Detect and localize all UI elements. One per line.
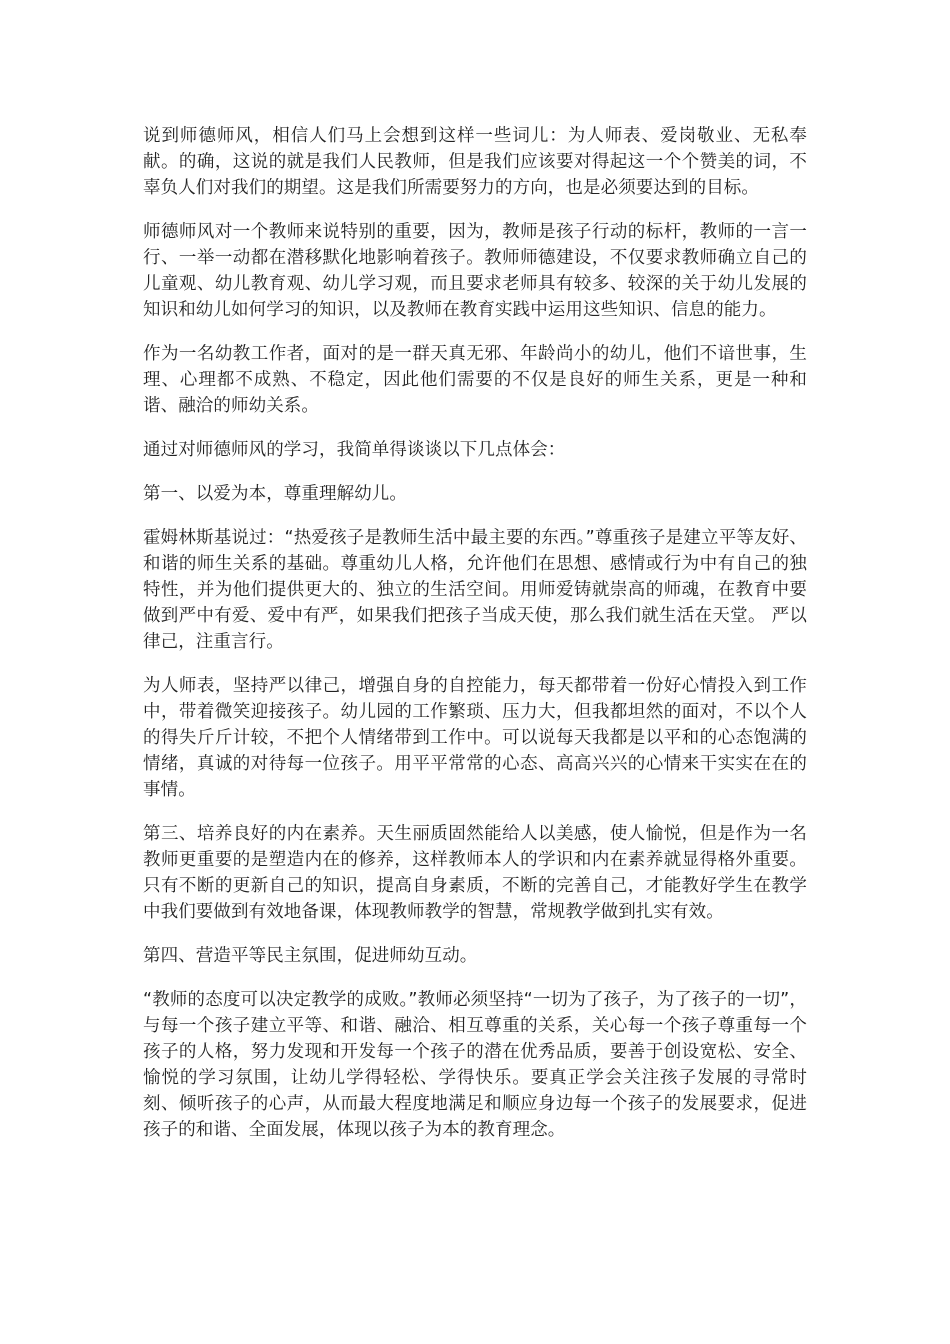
paragraph-4: 通过对师德师风的学习，我简单得谈谈以下几点体会：: [143, 440, 566, 460]
section-heading-4: 第四、营造平等民主氛围，促进师幼互动。: [143, 946, 478, 966]
section-heading-1: 第一、以爱为本，尊重理解幼儿。: [143, 484, 407, 504]
paragraph-1: 说到师德师风，相信人们马上会想到这样一些词儿：为人师表、爱岗敬业、无私奉献。的确，这说的就是我们人民教师，但是我们应该要对得起这一个个赞美的词，不辜负人们对我们的期望。这是我们所需要努力的方向，也是必须要达到的目标。: [143, 126, 807, 198]
paragraph-10: “教师的态度可以决定教学的成败。”教师必须坚持“一切为了孩子，为了孩子的一切”，与每一个孩子建立平等、和谐、融洽、相互尊重的关系，关心每一个孩子尊重每一个孩子的人格，努力发现和开发每一个孩子的潜在优秀品质，要善于创设宽松、安全、愉悦的学习氛围，让幼儿学得轻松、学得快乐。要真正学会关注孩子发展的寻常时刻、倾听孩子的心声，从而最大程度地满足和顺应身边每一个孩子的发展要求，促进孩子的和谐、全面发展，体现以孩子为本的教育理念。: [143, 990, 807, 1140]
paragraph-3: 作为一名幼教工作者，面对的是一群天真无邪、年龄尚小的幼儿，他们不谙世事，生理、心理都不成熟、不稳定，因此他们需要的不仅是良好的师生关系，更是一种和谐、融洽的师幼关系。: [143, 344, 807, 416]
paragraph-6: 霍姆林斯基说过：“热爱孩子是教师生活中最主要的东西。”尊重孩子是建立平等友好、和谐的师生关系的基础。尊重幼儿人格，允许他们在思想、感情或行为中有自己的独特性，并为他们提供更大的、独立的生活空间。用师爱铸就崇高的师魂，在教育中要做到严中有爱、爱中有严，如果我们把孩子当成天使，那么我们就生活在天堂。 严以律己，注重言行。: [143, 528, 807, 652]
paragraph-8: 第三、培养良好的内在素养。天生丽质固然能给人以美感，使人愉悦，但是作为一名教师更重要的是塑造内在的修养，这样教师本人的学识和内在素养就显得格外重要。只有不断的更新自己的知识，提高自身素质，不断的完善自己，才能教好学生在教学中我们要做到有效地备课，体现教师教学的智慧，常规教学做到扎实有效。: [143, 824, 807, 922]
paragraph-2: 师德师风对一个教师来说特别的重要，因为，教师是孩子行动的标杆，教师的一言一行、一举一动都在潜移默化地影响着孩子。教师师德建设，不仅要求教师确立自己的儿童观、幼儿教育观、幼儿学习观，而且要求老师具有较多、较深的关于幼儿发展的知识和幼儿如何学习的知识，以及教师在教育实践中运用这些知识、信息的能力。: [143, 222, 807, 320]
document-body: [143, 123, 807, 1161]
paragraph-7: 为人师表，坚持严以律己，增强自身的自控能力，每天都带着一份好心情投入到工作中，带着微笑迎接孩子。幼儿园的工作繁琐、压力大，但我都坦然的面对，不以个人的得失斤斤计较，不把个人情绪带到工作中。可以说每天我都是以平和的心态饱满的情绪，真诚的对待每一位孩子。用平平常常的心态、高高兴兴的心情来干实实在在的事情。: [143, 676, 807, 800]
